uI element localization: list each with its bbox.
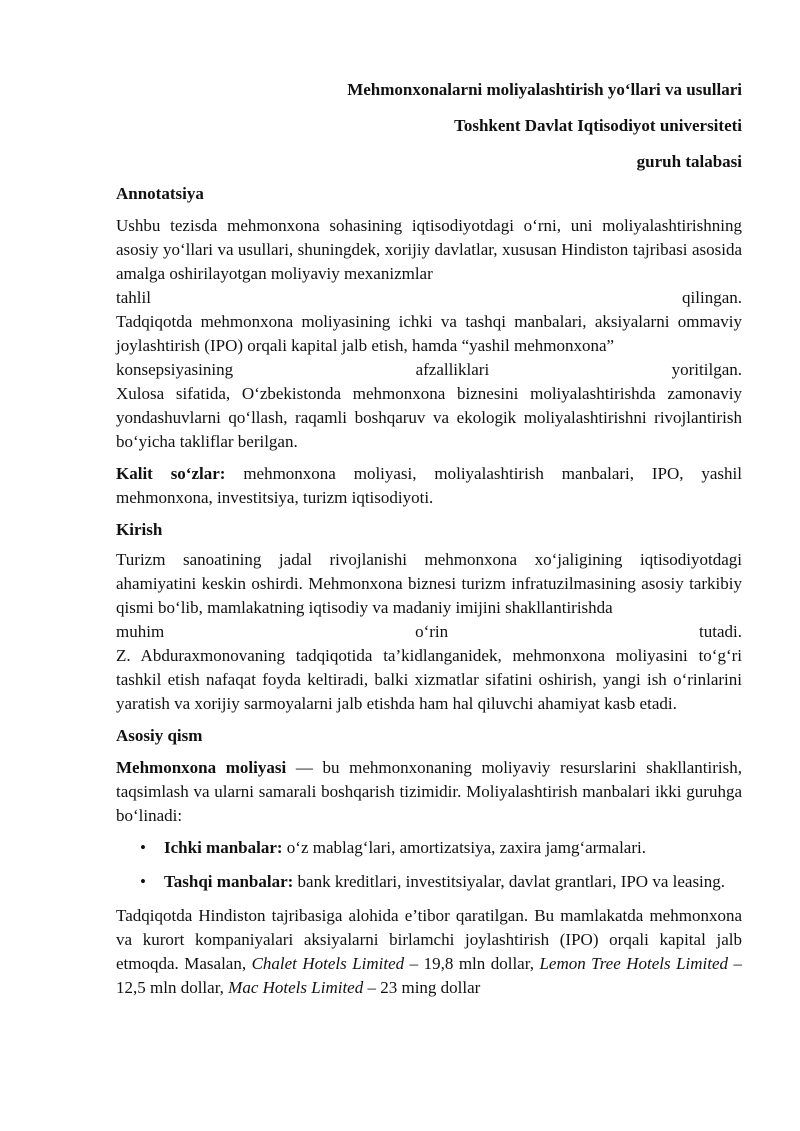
annotation-paragraph-3: Xulosa sifatida, O‘zbekistonda mehmonxona biznesini moliyalashtirishda zamonaviy yondashuvlarni qo‘llash, raqamli boshqaruv va ekologik moliyalashtirishni rivojlantirish bo‘yicha takliflar berilgan. [116,384,742,451]
intro-heading: Kirish [116,520,163,539]
bullet-icon: • [140,872,146,891]
india-paragraph: Tadqiqotda Hindiston tajribasiga alohida e’tibor qaratilgan. Bu mamlakatda mehmonxona va kurort kompaniyalari aksiyalarni birlamchi joylashtirish (IPO) orqali kapital jalb etmoqda. Masalan, Chalet Hotels Limited – 19,8 mln dollar, Lemon Tree Hotels Limited – 12,5 mln dollar, Mac Hotels Limited – 23 ming dollar [116,906,743,997]
company-name: Lemon Tree Hotels Limited [539,954,729,973]
document-page [116,70,742,1000]
definition-paragraph [116,756,742,828]
list-item-text: o‘z mablag‘lari, amortizatsiya, zaxira jamg‘armalari. [282,838,646,857]
definition-term: Mehmonxona moliyasi [116,758,287,777]
funding-sources-list [116,836,742,894]
annotation-paragraph-2: Tadqiqotda mehmonxona moliyasining ichki va tashqi manbalari, aksiyalarni ommaviy joylashtirish (IPO) orqali kapital jalb etish, hamda “yashil mehmonxona” [116,312,742,355]
keywords-paragraph [116,462,742,510]
intro-paragraph-1-end: muhim o‘rin tutadi. [116,622,742,641]
annotation-paragraph-2-end: konsepsiyasining afzalliklari yoritilgan. [116,360,742,379]
definition-text: — bu mehmonxonaning moliyaviy resurslarini shakllantirish, taqsimlash va ularni samarali boshqarish tizimidir. Moliyalashtirish manbalari ikki guruhga bo‘linadi: [116,758,743,825]
bullet-icon: • [140,838,146,857]
annotation-heading: Annotatsiya [116,184,204,203]
company-name: Chalet Hotels Limited [251,954,405,973]
annotation-paragraph-1: Ushbu tezisda mehmonxona sohasining iqtisodiyotdagi o‘rni, uni moliyalashtirishning asosiy yo‘llari va usullari, shuningdek, xorijiy davlatlar, xususan Hindiston tajribasi asosida amalga oshirilayotgan moliyaviy mexanizmlar [116,216,742,283]
keywords-label: Kalit so‘zlar: [116,464,226,483]
keywords-text: mehmonxona moliyasi, moliyalashtirish manbalari, IPO, yashil mehmonxona, investitsiya, turizm iqtisodiyoti. [116,464,742,507]
annotation-paragraph-1-end: tahlil qilingan. [116,288,742,307]
intro-paragraph-2: Z. Abduraxmonovaning tadqiqotida ta’kidlanganidek, mehmonxona moliyasini to‘g‘ri tashkil etish nafaqat foyda keltiradi, balki xizmatlar sifatini oshirish, yangi ish o‘rinlarini yaratish va xorijiy sarmoyalarni jalb etishda ham hal qiluvchi ahamiyat kasb etadi. [116,646,742,713]
list-item-text: bank kreditlari, investitsiyalar, davlat grantlari, IPO va leasing. [293,872,726,891]
list-item [116,870,742,894]
list-item-label: Ichki manbalar: [164,838,283,857]
company-name: Mac Hotels Limited [228,978,364,997]
list-item-label: Tashqi manbalar: [164,872,294,891]
main-heading: Asosiy qism [116,726,203,745]
paper-title: Mehmonxonalarni moliyalashtirish yo‘llari va usullari [347,80,742,99]
list-item [116,836,742,860]
intro-paragraph-1: Turizm sanoatining jadal rivojlanishi mehmonxona xo‘jaligining iqtisodiyotdagi ahamiyatini keskin oshirdi. Mehmonxona biznesi turizm infratuzilmasining asosiy tarkibiy qismi bo‘lib, mamlakatning iqtisodiy va madaniy imijini shakllantirishda [116,550,742,617]
university-name: Toshkent Davlat Iqtisodiyot universiteti [454,116,742,135]
author-role: guruh talabasi [636,152,742,171]
